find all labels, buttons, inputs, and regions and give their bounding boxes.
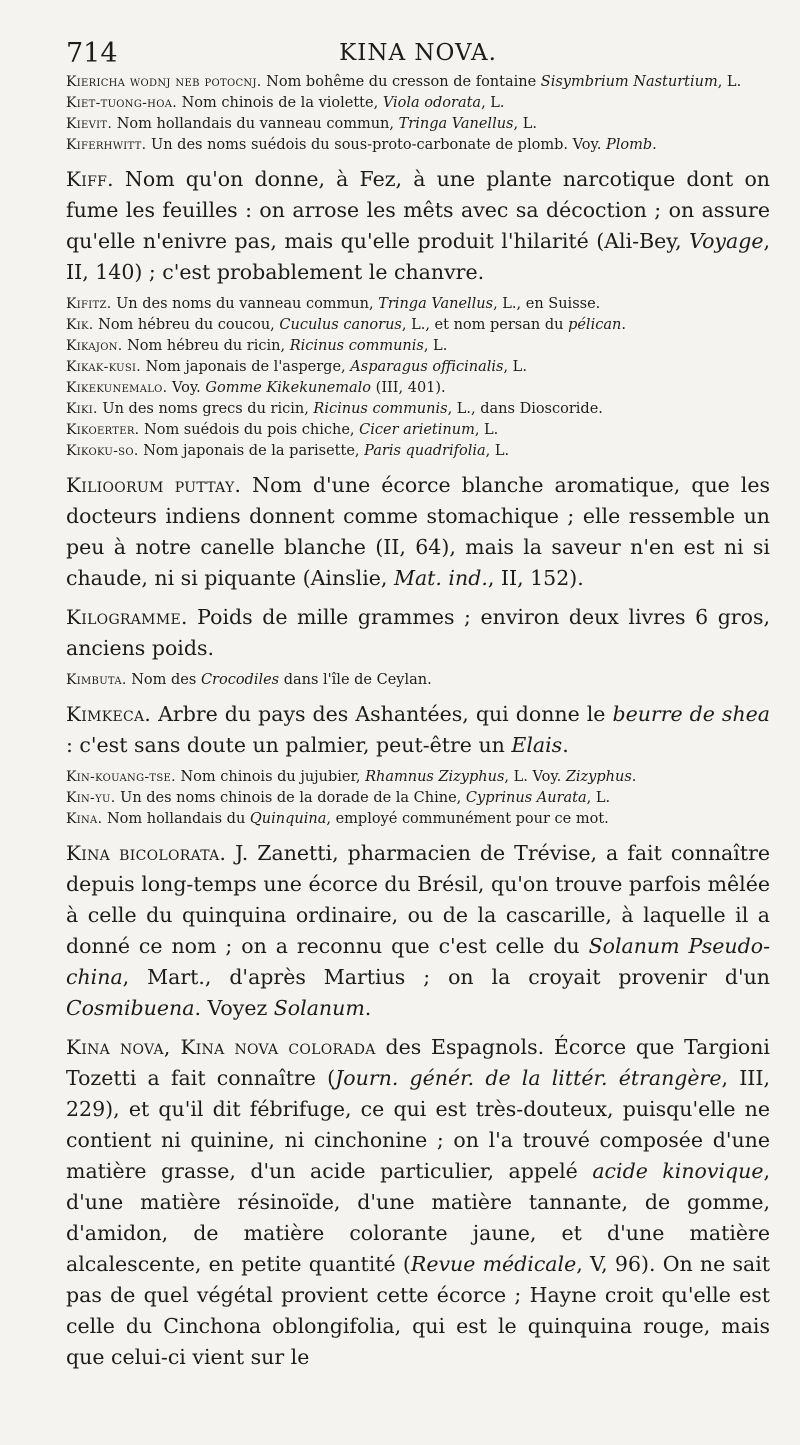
entry-text: Voy. bbox=[167, 380, 206, 396]
entry-text: Nom chinois de la violette, bbox=[176, 95, 383, 111]
entry bbox=[66, 294, 770, 315]
entry-text: , employé communément pour ce mot. bbox=[326, 811, 609, 827]
dictionary-entries bbox=[66, 72, 770, 1373]
entry-text: Poids de mille grammes ; environ deux livres 6 gros, anciens poids. bbox=[66, 605, 770, 660]
entry-italic: Ricinus communis bbox=[313, 401, 448, 417]
entry-italic: Paris quadrifolia bbox=[364, 443, 486, 459]
entry-text: . bbox=[621, 317, 626, 333]
entry bbox=[66, 114, 770, 135]
entry bbox=[66, 809, 770, 830]
entry-text: , II, 140) ; c'est probablement le chanvre. bbox=[66, 229, 770, 284]
entry-text: des Espagnols. Écorce que Targioni Tozetti a fait connaître ( bbox=[66, 1035, 770, 1090]
entry-headword: Kikoerter. bbox=[66, 422, 140, 438]
entry-italic: acide kinovique bbox=[592, 1159, 764, 1183]
entry-text: Nom hébreu du ricin, bbox=[122, 338, 290, 354]
entry-headword: Kik. bbox=[66, 317, 94, 333]
entry-headword: Kin-kouang-tse. bbox=[66, 769, 176, 785]
entry-headword: Kimkeca. bbox=[66, 702, 152, 726]
entry bbox=[66, 357, 770, 378]
entry bbox=[66, 699, 770, 761]
entry-italic: Sisymbrium Nasturtium bbox=[540, 74, 718, 90]
entry-text: . bbox=[652, 137, 657, 153]
entry-text: , L. bbox=[586, 790, 611, 806]
entry-italic: Plomb bbox=[605, 137, 653, 153]
entry-italic: Gomme Kikekunemalo bbox=[205, 380, 372, 396]
entry-text: . Voyez bbox=[194, 996, 274, 1020]
page-number: 714 bbox=[66, 38, 118, 69]
entry-text: Nom des bbox=[126, 672, 201, 688]
entry-italic: Cicer arietinum bbox=[359, 422, 475, 438]
entry-italic: Elais bbox=[511, 733, 563, 757]
entry-headword: Kiff. bbox=[66, 167, 114, 191]
entry-italic: pélican bbox=[568, 317, 622, 333]
entry-text: Nom hébreu du coucou, bbox=[93, 317, 280, 333]
entry-headword: Kina. bbox=[66, 811, 103, 827]
entry bbox=[66, 72, 770, 93]
entry-text: (III, 401). bbox=[371, 380, 446, 396]
entry-headword: Kikajon. bbox=[66, 338, 123, 354]
entry-text: , III, 229), et qu'il dit fébrifuge, ce qui est très-douteux, puisqu'elle ne contient ni quinine, ni cinchonine ; on l'a trouvé composée d'une matière grasse, d'un acide particulier, appelé bbox=[66, 1066, 770, 1183]
entry-headword: Kilogramme. bbox=[66, 605, 188, 629]
entry-text: Un des noms grecs du ricin, bbox=[97, 401, 314, 417]
entry-italic: Rhamnus Zizyphus bbox=[365, 769, 505, 785]
entry-italic: Voyage bbox=[689, 229, 764, 253]
entry-italic: Zizyphus bbox=[565, 769, 632, 785]
entry-text: Un des noms du vanneau commun, bbox=[111, 296, 379, 312]
entry-text: Nom japonais de la parisette, bbox=[138, 443, 365, 459]
entry-headword: Kiet-tuong-hoa. bbox=[66, 95, 177, 111]
entry bbox=[66, 135, 770, 156]
entry-text: , L., dans Dioscoride. bbox=[447, 401, 603, 417]
entry-text: , L. bbox=[513, 116, 537, 132]
entry-text: Nom hollandais du bbox=[102, 811, 250, 827]
entry-headword: Kin-yu. bbox=[66, 790, 116, 806]
entry-text: Un des noms chinois de la dorade de la Chine, bbox=[115, 790, 466, 806]
entry-text: , Mart., d'après Martius ; on la croyait provenir d'un bbox=[122, 965, 770, 989]
entry-italic: Solanum Pseudo-china bbox=[66, 934, 770, 989]
entry-text: Nom suédois du pois chiche, bbox=[139, 422, 360, 438]
entry-headword: Kina nova, Kina nova colorada bbox=[66, 1035, 376, 1059]
entry bbox=[66, 399, 770, 420]
entry-text: Nom hollandais du vanneau commun, bbox=[112, 116, 399, 132]
entry-headword: Kievit. bbox=[66, 116, 113, 132]
running-title: KINA NOVA. bbox=[339, 40, 497, 66]
entry-headword: Kikekunemalo. bbox=[66, 380, 168, 396]
entry bbox=[66, 93, 770, 114]
entry-text: . bbox=[364, 996, 372, 1020]
entry-italic: Crocodiles bbox=[200, 672, 280, 688]
entry bbox=[66, 838, 770, 1024]
entry-headword: Kikoku-so. bbox=[66, 443, 139, 459]
entry-italic: beurre de shea bbox=[612, 702, 770, 726]
entry-italic: Quinquina bbox=[249, 811, 327, 827]
entry-text: Nom chinois du jujubier, bbox=[175, 769, 366, 785]
entry-text: . bbox=[631, 769, 637, 785]
entry-text: Nom bohême du cresson de fontaine bbox=[261, 74, 541, 90]
entry-text: dans l'île de Ceylan. bbox=[279, 672, 432, 688]
entry-text: , L. bbox=[717, 74, 742, 90]
entry-text: , II, 152). bbox=[487, 566, 584, 590]
entry bbox=[66, 788, 770, 809]
entry-italic: Viola odorata bbox=[382, 95, 482, 111]
entry-headword: Kifitz. bbox=[66, 296, 112, 312]
entry-italic: Cuculus canorus bbox=[279, 317, 402, 333]
entry-text: . bbox=[562, 733, 569, 757]
entry bbox=[66, 315, 770, 336]
entry bbox=[66, 378, 770, 399]
entry-headword: Kiki. bbox=[66, 401, 98, 417]
entry-italic: Cosmibuena bbox=[66, 996, 195, 1020]
entry-text: , d'une matière résinoïde, d'une matière tannante, de gomme, d'amidon, de matière colorante jaune, et d'une matière alcalescente, en petite quantité ( bbox=[66, 1159, 770, 1276]
entry-italic: Ricinus communis bbox=[289, 338, 424, 354]
entry-headword: Kiericha wodnj neb potocnj. bbox=[66, 74, 262, 90]
entry bbox=[66, 420, 770, 441]
entry-text: , L. bbox=[503, 359, 527, 375]
entry-text: , L. bbox=[423, 338, 448, 354]
entry bbox=[66, 336, 770, 357]
entry-text: , V, 96). On ne sait pas de quel végétal provient cette écorce ; Hayne croit qu'elle est celle du Cinchona oblongifolia, qui est le quinquina rouge, mais que celui-ci vient sur le bbox=[66, 1252, 771, 1369]
entry-headword: Kiferhwitt. bbox=[66, 137, 147, 153]
entry-italic: Revue médicale bbox=[410, 1252, 577, 1276]
entry-italic: Mat. ind. bbox=[393, 566, 488, 590]
entry-headword: Kilioorum puttay. bbox=[66, 473, 242, 497]
entry-text: Un des noms suédois du sous-proto-carbonate de plomb. Voy. bbox=[146, 137, 606, 153]
entry-italic: Solanum bbox=[273, 996, 365, 1020]
entry-italic: Cyprinus Aurata bbox=[465, 790, 587, 806]
entry-text: Arbre du pays des Ashantées, qui donne le bbox=[151, 702, 613, 726]
entry-headword: Kikak-kusi. bbox=[66, 359, 141, 375]
entry-text: , L. bbox=[481, 95, 505, 111]
entry bbox=[66, 164, 770, 288]
entry-italic: Tringa Vanellus bbox=[378, 296, 494, 312]
entry-text: Nom japonais de l'asperge, bbox=[141, 359, 351, 375]
entry-text: Nom d'une écorce blanche aromatique, que les docteurs indiens donnent comme stomachique ; elle ressemble un peu à notre canelle blanche (II, 64), mais la saveur n'en est ni si chaude, ni si piquante (Ainslie, bbox=[66, 473, 770, 590]
entry-text: , L. Voy. bbox=[504, 769, 566, 785]
entry-headword: Kina bicolorata. bbox=[66, 841, 227, 865]
entry bbox=[66, 470, 770, 594]
entry-text: , L., en Suisse. bbox=[493, 296, 601, 312]
entry-text: Nom qu'on donne, à Fez, à une plante narcotique dont on fume les feuilles : on arrose les mêts avec sa décoction ; on assure qu'elle n'enivre pas, mais qu'elle produit l'hilarité (Ali-Bey, bbox=[66, 167, 770, 253]
entry bbox=[66, 441, 770, 462]
entry bbox=[66, 1032, 770, 1373]
entry-italic: Journ. génér. de la littér. étrangère bbox=[335, 1066, 722, 1090]
entry-text: , L., et nom persan du bbox=[401, 317, 569, 333]
entry-text: : c'est sans doute un palmier, peut-être un bbox=[66, 733, 512, 757]
entry-italic: Asparagus officinalis bbox=[350, 359, 504, 375]
entry bbox=[66, 670, 770, 691]
entry-text: , L. bbox=[485, 443, 510, 459]
entry-italic: Tringa Vanellus bbox=[398, 116, 514, 132]
entry bbox=[66, 602, 770, 664]
entry-text: J. Zanetti, pharmacien de Trévise, a fait connaître depuis long-temps une écorce du Brésil, qu'on trouve parfois mêlée à celle du quinquina ordinaire, ou de la cascarille, à laquelle il a donné ce nom ; on a reconnu que c'est celle du bbox=[66, 841, 770, 958]
page-header bbox=[66, 36, 770, 72]
entry bbox=[66, 767, 770, 788]
entry-headword: Kimbuta. bbox=[66, 672, 127, 688]
entry-text: , L. bbox=[474, 422, 499, 438]
